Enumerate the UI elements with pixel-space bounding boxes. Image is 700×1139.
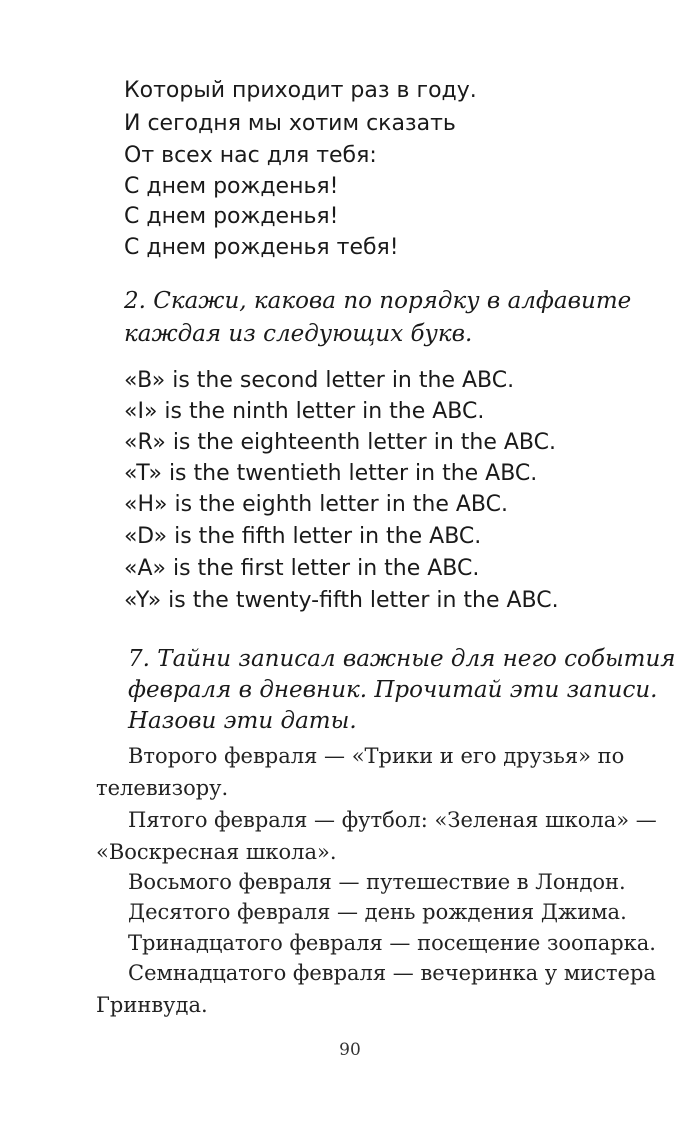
diary-line: Тринадцатого февраля — посещение зоопарка. (128, 931, 656, 955)
diary-line: Гринвуда. (96, 993, 208, 1017)
poem-line: От всех нас для тебя: (124, 143, 377, 168)
poem-line: С днем рожденья тебя! (124, 235, 399, 260)
poem-line: Который приходит раз в году. (124, 78, 477, 103)
diary-line: «Воскресная школа». (96, 840, 337, 864)
alphabet-sentence: «T» is the twentieth letter in the ABC. (124, 461, 538, 486)
poem-line: С днем рожденья! (124, 204, 339, 229)
diary-line: Семнадцатого февраля — вечеринка у мистера (128, 961, 656, 985)
alphabet-sentence: «I» is the ninth letter in the ABC. (124, 399, 485, 424)
diary-line: Десятого февраля — день рождения Джима. (128, 900, 627, 924)
diary-line: Пятого февраля — футбол: «Зеленая школа» — (128, 808, 657, 832)
poem-line: И сегодня мы хотим сказать (124, 111, 456, 136)
exercise-heading-line: 2. Скажи, какова по порядку в алфавите (124, 288, 632, 314)
alphabet-sentence: «R» is the eighteenth letter in the ABC. (124, 430, 556, 455)
diary-line: Второго февраля — «Трики и его друзья» по (128, 744, 625, 768)
exercise-heading-line: каждая из следующих букв. (124, 321, 473, 347)
diary-line: телевизору. (96, 776, 229, 800)
poem-line: С днем рожденья! (124, 174, 339, 199)
exercise-heading-line: 7. Тайни записал важные для него события (128, 646, 676, 672)
alphabet-sentence: «H» is the eighth letter in the ABC. (124, 492, 508, 517)
alphabet-sentence: «D» is the fifth letter in the ABC. (124, 524, 482, 549)
alphabet-sentence: «B» is the second letter in the ABC. (124, 368, 515, 393)
page-number: 90 (339, 1040, 361, 1060)
alphabet-sentence: «A» is the first letter in the ABC. (124, 556, 480, 581)
exercise-heading-line: февраля в дневник. Прочитай эти записи. (128, 677, 658, 703)
diary-line: Восьмого февраля — путешествие в Лондон. (128, 870, 626, 894)
exercise-heading-line: Назови эти даты. (128, 708, 357, 734)
alphabet-sentence: «Y» is the twenty-fifth letter in the ABC. (124, 588, 559, 613)
